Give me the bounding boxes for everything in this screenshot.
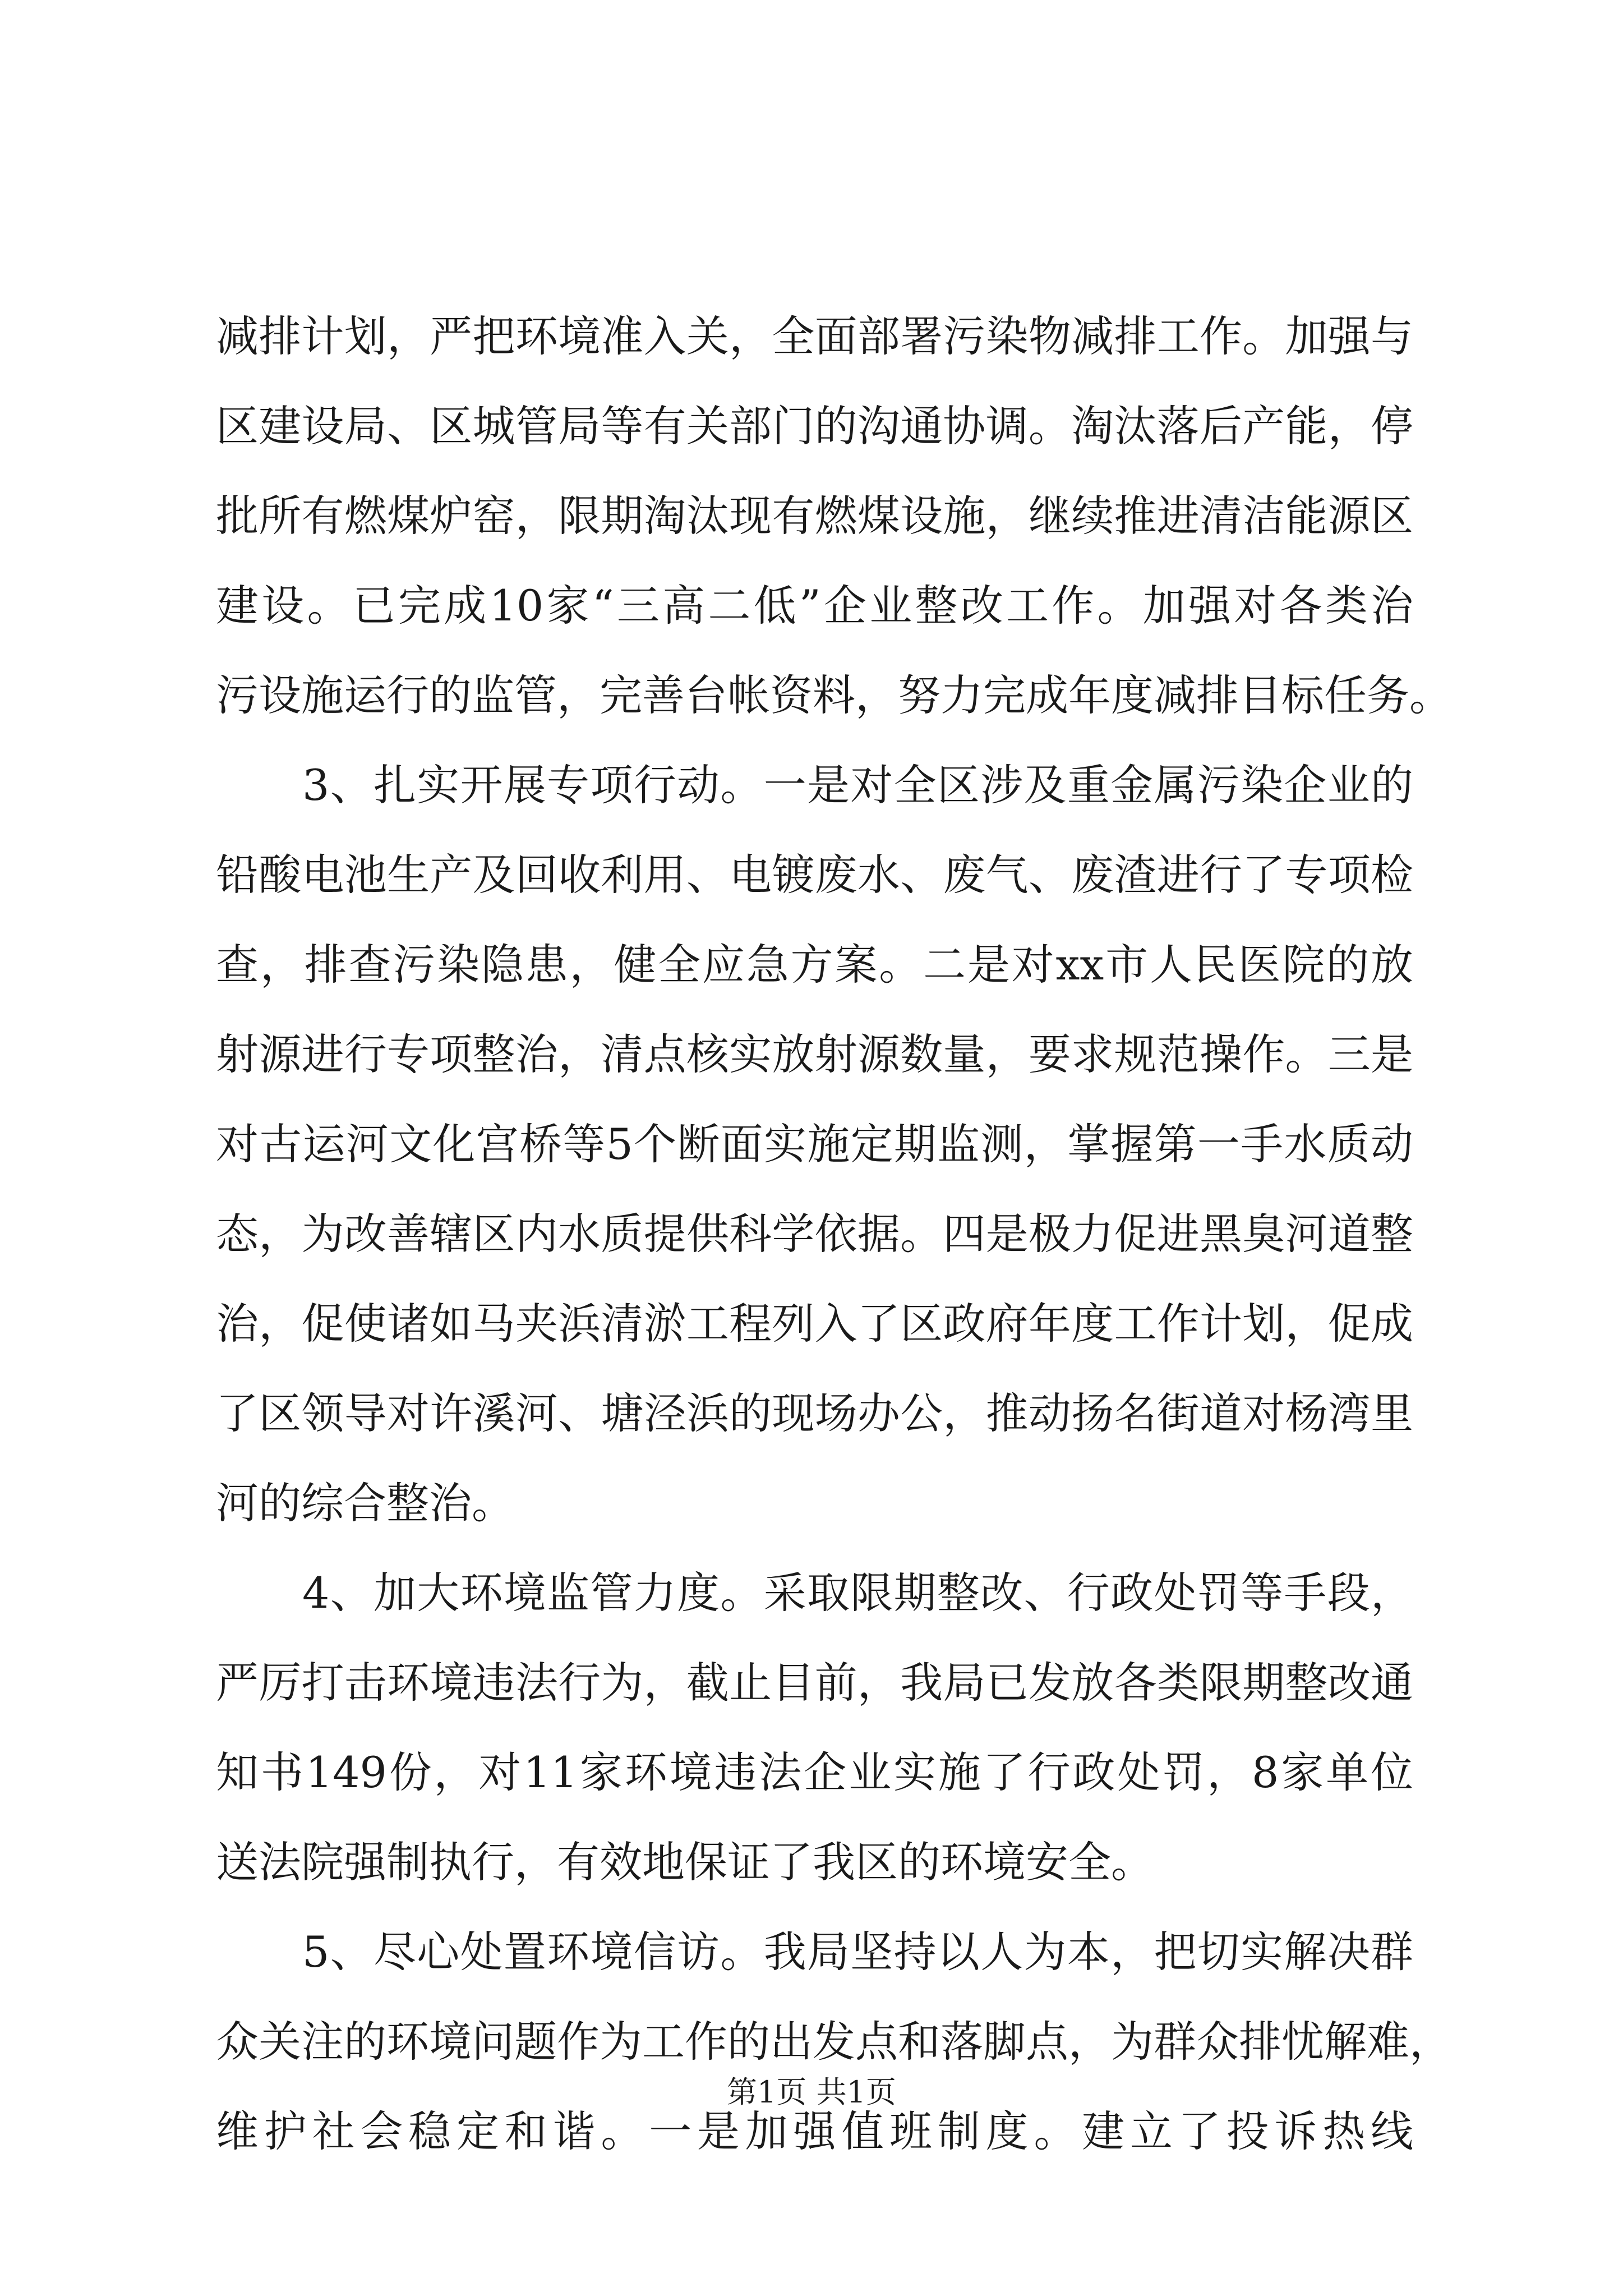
- paragraph-line: 治，促使诸如马夹浜清淤工程列入了区政府年度工作计划，促成: [216, 1299, 1413, 1349]
- paragraph-line: 查，排查污染隐患，健全应急方案。二是对xx市人民医院的放: [216, 940, 1413, 990]
- paragraph-line: 减排计划，严把环境准入关，全面部署污染物减排工作。加强与: [216, 311, 1413, 361]
- paragraph-line: 严厉打击环境违法行为，截止目前，我局已发放各类限期整改通: [216, 1658, 1413, 1708]
- paragraph-line: 铅酸电池生产及回收利用、电镀废水、废气、废渣进行了专项检: [216, 850, 1413, 900]
- paragraph-line: 对古运河文化宫桥等5个断面实施定期监测，掌握第一手水质动: [216, 1119, 1413, 1169]
- paragraph-line: 区建设局、区城管局等有关部门的沟通协调。淘汰落后产能，停: [216, 401, 1413, 451]
- paragraph-line: 众关注的环境问题作为工作的出发点和落脚点，为群众排忧解难，: [216, 2017, 1452, 2067]
- page-number-footer: 第1页 共1页: [727, 2074, 896, 2110]
- paragraph-line: 5、尽心处置环境信访。我局坚持以人为本，把切实解决群: [302, 1927, 1413, 1977]
- paragraph-line: 批所有燃煤炉窑，限期淘汰现有燃煤设施，继续推进清洁能源区: [216, 491, 1413, 541]
- paragraph-line: 态，为改善辖区内水质提供科学依据。四是极力促进黑臭河道整: [216, 1209, 1413, 1259]
- paragraph-line: 河的综合整治。: [216, 1478, 514, 1528]
- paragraph-line: 建设。已完成10家“三高二低”企业整改工作。加强对各类治: [216, 581, 1413, 631]
- paragraph-line: 4、加大环境监管力度。采取限期整改、行政处罚等手段，: [302, 1568, 1413, 1618]
- paragraph-line: 送法院强制执行，有效地保证了我区的环境安全。: [216, 1837, 1154, 1887]
- paragraph-line: 了区领导对许溪河、塘泾浜的现场办公，推动扬名街道对杨湾里: [216, 1388, 1413, 1438]
- document-body: [216, 292, 1452, 2177]
- paragraph-line: 知书149份，对11家环境违法企业实施了行政处罚，8家单位: [216, 1747, 1413, 1797]
- paragraph-line: 维护社会稳定和谐。一是加强值班制度。建立了投诉热线: [216, 2106, 1413, 2156]
- paragraph-line: 3、扎实开展专项行动。一是对全区涉及重金属污染企业的: [302, 760, 1413, 810]
- paragraph-line: 射源进行专项整治，清点核实放射源数量，要求规范操作。三是: [216, 1029, 1413, 1079]
- paragraph-line: 污设施运行的监管，完善台帐资料，努力完成年度减排目标任务。: [216, 670, 1452, 720]
